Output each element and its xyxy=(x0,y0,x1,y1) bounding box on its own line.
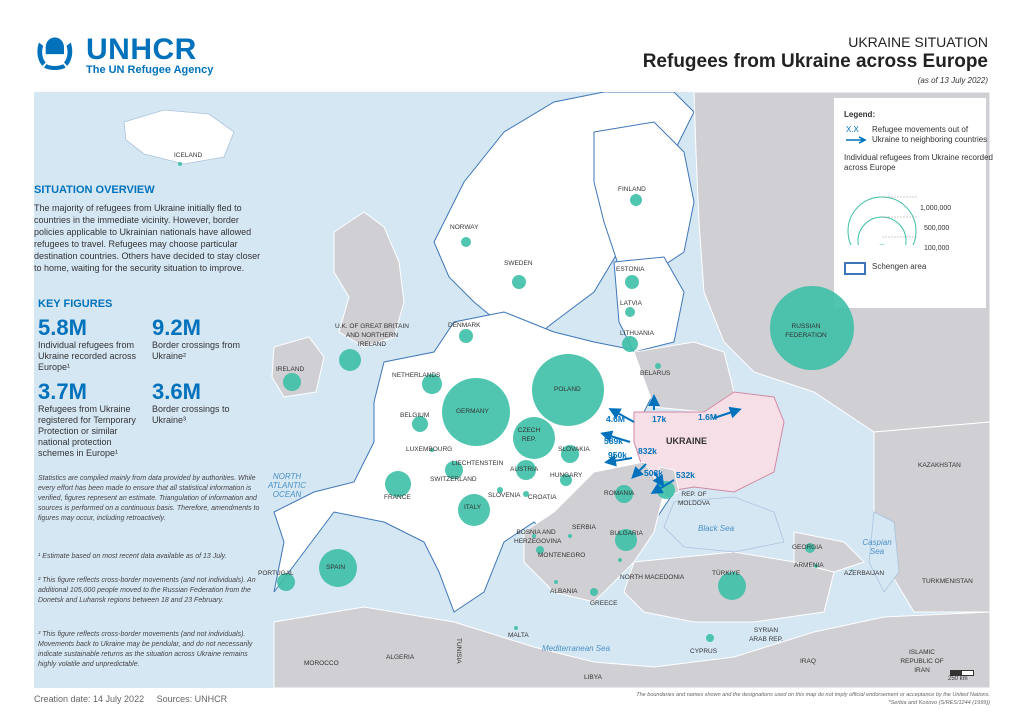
label-bosnia: BOSNIA AND HERZEGOVINA xyxy=(514,529,562,545)
org-name: UNHCR xyxy=(86,33,197,66)
bubble-greece[interactable] xyxy=(590,588,598,596)
label-iran: ISLAMIC REPUBLIC OF IRAN xyxy=(900,649,944,674)
label-poland: POLAND xyxy=(554,386,581,393)
label-syria: SYRIAN ARAB REP. xyxy=(749,627,783,643)
scale-bar-label: 250 km xyxy=(948,676,968,682)
label-malta: MALTA xyxy=(508,632,529,639)
label-albania: ALBANIA xyxy=(550,588,578,595)
key-figure-label: Border crossings from Ukraine² xyxy=(152,340,241,361)
flow-poland: 4.6M xyxy=(606,414,625,424)
header-kicker: UKRAINE SITUATION xyxy=(848,34,988,50)
bubble-norway[interactable] xyxy=(461,237,471,247)
flow-arrow-russia xyxy=(714,410,738,418)
bubble-ireland[interactable] xyxy=(283,373,301,391)
label-tunisia: TUNISIA xyxy=(455,638,462,664)
key-figure-temporary-protection xyxy=(38,380,146,459)
label-ireland: IRELAND xyxy=(276,366,305,373)
footer-disclaimer xyxy=(560,691,990,707)
label-georgia: GEORGIA xyxy=(792,544,823,551)
label-latvia: LATVIA xyxy=(620,300,642,307)
sea-black: Black Sea xyxy=(698,524,735,533)
label-estonia: ESTONIA xyxy=(616,266,645,273)
bubble-malta[interactable] xyxy=(514,626,518,630)
label-uk: U.K. OF GREAT BRITAIN AND NORTHERN IRELAND xyxy=(334,323,410,348)
legend xyxy=(844,110,994,272)
legend-title: Legend: xyxy=(844,110,876,119)
as-of-date: (as of 13 July 2022) xyxy=(917,76,988,85)
label-bulgaria: BULGARIA xyxy=(610,530,643,537)
org-tagline: The UN Refugee Agency xyxy=(86,64,214,76)
key-figure-value: 3.6M xyxy=(152,379,201,404)
bubble-latvia[interactable] xyxy=(625,307,635,317)
legend-flow-text: Refugee movements out of Ukraine to neighboring countries xyxy=(872,125,988,144)
label-hungary: HUNGARY xyxy=(550,472,583,479)
flow-moldova: 503k xyxy=(644,468,663,478)
label-slovenia: SLOVENIA xyxy=(488,492,521,499)
bubble-iceland[interactable] xyxy=(178,162,182,166)
label-turkmenistan: TURKMENISTAN xyxy=(922,578,973,585)
unhcr-logo-icon xyxy=(34,32,84,78)
label-belgium: BELGIUM xyxy=(400,412,430,419)
label-czech: CZECH REP. xyxy=(517,427,541,443)
header xyxy=(0,0,1024,92)
label-netherlands: NETHERLANDS xyxy=(392,372,441,379)
bubble-uk[interactable] xyxy=(339,349,361,371)
sea-mediterranean: Mediterranean Sea xyxy=(542,644,611,653)
footnote-text: *Serbia and Kosovo (S/RES/1244 (1999)) xyxy=(888,700,990,706)
key-figure-label: Refugees from Ukraine registered for Temporary Protection or similar national protection schemes in Europe¹ xyxy=(38,404,136,458)
key-figure-value: 9.2M xyxy=(152,315,201,340)
overview-title: SITUATION OVERVIEW xyxy=(34,184,155,196)
label-turkiye: TÜRKIYE xyxy=(712,570,741,577)
bubble-belarus[interactable] xyxy=(655,363,661,369)
flow-romania: 832k xyxy=(638,446,657,456)
note-statistics: Statistics are compiled mainly from data provided by authorities. While every effort has been made to ensure that all statistical information is verified, figures represent an estimate. Triangulation of information and sources is performed on a continuous basis. Therefore, amendments to figures may occur, including retroactively. xyxy=(38,475,260,522)
flow-slovakia: 589k xyxy=(604,436,623,446)
label-azerbaijan: AZERBAIJAN xyxy=(844,570,885,577)
label-switzerland: SWITZERLAND xyxy=(430,476,477,483)
label-iraq: IRAQ xyxy=(800,658,816,665)
legend-size-scale xyxy=(844,175,994,245)
flow-romania-via-moldova: 532k xyxy=(676,470,695,480)
label-algeria: ALGERIA xyxy=(386,654,415,661)
key-figure-label: Border crossings to Ukraine³ xyxy=(152,404,230,425)
label-croatia: CROATIA xyxy=(528,494,557,501)
flow-belarus: 17k xyxy=(652,414,667,424)
label-lithuania: LITHUANIA xyxy=(620,330,654,337)
bubble-serbia[interactable] xyxy=(568,534,572,538)
sea-atlantic: NORTH ATLANTIC OCEAN xyxy=(267,472,307,499)
key-figure-crossings-to xyxy=(152,380,260,426)
legend-flow-marker: X.X xyxy=(846,125,859,134)
label-moldova: REP. OF MOLDOVA xyxy=(677,491,711,507)
label-austria: AUSTRIA xyxy=(510,466,539,473)
label-iceland: ICELAND xyxy=(174,152,203,159)
label-greece: GREECE xyxy=(590,600,618,607)
label-slovakia: SLOVAKIA xyxy=(558,446,590,453)
label-armenia: ARMENIA xyxy=(794,562,824,569)
label-spain: SPAIN xyxy=(326,564,346,571)
sea-caspian: Caspian Sea xyxy=(862,538,892,556)
label-germany: GERMANY xyxy=(456,408,489,415)
key-figure-value: 5.8M xyxy=(38,315,87,340)
legend-schengen-text: Schengen area xyxy=(872,262,927,271)
label-finland: FINLAND xyxy=(618,186,646,193)
legend-scale-100k: 100,000 xyxy=(924,245,950,252)
legend-schengen xyxy=(844,262,994,272)
label-russia: RUSSIAN FEDERATION xyxy=(785,323,827,339)
disclaimer-text: The boundaries and names shown and the designations used on this map do not imply official endorsement or acceptance by the United Nations. xyxy=(636,692,990,698)
label-sweden: SWEDEN xyxy=(504,260,533,267)
label-luxembourg: LUXEMBOURG xyxy=(406,446,453,453)
situation-overview xyxy=(34,184,262,274)
label-libya: LIBYA xyxy=(584,674,602,681)
bubble-estonia[interactable] xyxy=(625,275,639,289)
legend-scale-1m: 1,000,000 xyxy=(920,205,952,212)
legend-size-title: Individual refugees from Ukraine recorded across Europe xyxy=(844,153,993,172)
label-morocco: MOROCCO xyxy=(304,660,339,667)
label-norway: NORWAY xyxy=(450,224,479,231)
label-denmark: DENMARK xyxy=(448,322,481,329)
key-figure-value: 3.7M xyxy=(38,379,87,404)
label-kazakhstan: KAZAKHSTAN xyxy=(918,462,961,469)
flow-hungary: 950k xyxy=(608,450,627,460)
bubble-cyprus[interactable] xyxy=(706,634,714,642)
key-figures-title: KEY FIGURES xyxy=(38,298,113,310)
creation-date: Creation date: 14 July 2022 xyxy=(34,694,145,704)
label-montenegro: MONTENEGRO xyxy=(538,552,586,559)
note-2: ² This figure reflects cross-border movements (and not individuals). An additional 105,000 people moved to the Russian Federation from the Donetsk and Luhansk regions between 18 and 23 February. xyxy=(38,577,256,604)
note-1: ¹ Estimate based on most recent data available as of 13 July. xyxy=(38,553,227,560)
label-ukraine: UKRAINE xyxy=(666,436,708,446)
sources: Sources: UNHCR xyxy=(156,694,228,704)
key-figure-refugees xyxy=(38,316,146,373)
key-figure-crossings-from xyxy=(152,316,260,362)
key-figure-label: Individual refugees from Ukraine recorded across Europe¹ xyxy=(38,340,137,372)
note-3: ³ This figure reflects cross-border movements (and not individuals). Movements back to Ukraine may be pendular, and do not necessarily indicate sustainable returns as the situation across Ukraine remains highly volatile and unpredictable. xyxy=(38,631,253,668)
bubble-north-macedonia[interactable] xyxy=(618,558,622,562)
arrow-icon xyxy=(844,136,868,144)
label-cyprus: CYPRUS xyxy=(690,648,718,655)
schengen-swatch xyxy=(844,262,866,275)
footer-left xyxy=(34,694,227,704)
label-belarus: BELARUS xyxy=(640,370,671,377)
label-romania: ROMANIA xyxy=(604,490,635,497)
bubble-finland[interactable] xyxy=(630,194,642,206)
bubble-denmark[interactable] xyxy=(459,329,473,343)
legend-flow xyxy=(844,125,994,145)
overview-text: The majority of refugees from Ukraine initially fled to countries in the immediate vicinity. However, border policies applicable to Ukrainian nationals have allowed refugees to travel. Refugees may choose particular destination countries. Others have decided to stay closer to home, waiting for the security situation to improve. xyxy=(34,203,261,273)
label-liechtenstein: LIECHTENSTEIN xyxy=(452,460,504,467)
flow-russia: 1.6M xyxy=(698,412,717,422)
label-italy: ITALY xyxy=(464,504,482,511)
bubble-albania[interactable] xyxy=(554,580,558,584)
page-title: Refugees from Ukraine across Europe xyxy=(642,51,988,72)
bubble-lithuania[interactable] xyxy=(622,336,638,352)
label-serbia: SERBIA xyxy=(572,524,596,531)
bubble-sweden[interactable] xyxy=(512,275,526,289)
label-france: FRANCE xyxy=(384,494,411,501)
label-portugal: PORTUGAL xyxy=(258,570,294,577)
legend-scale-500k: 500,000 xyxy=(924,225,950,232)
label-north-macedonia: NORTH MACEDONIA xyxy=(620,574,685,581)
